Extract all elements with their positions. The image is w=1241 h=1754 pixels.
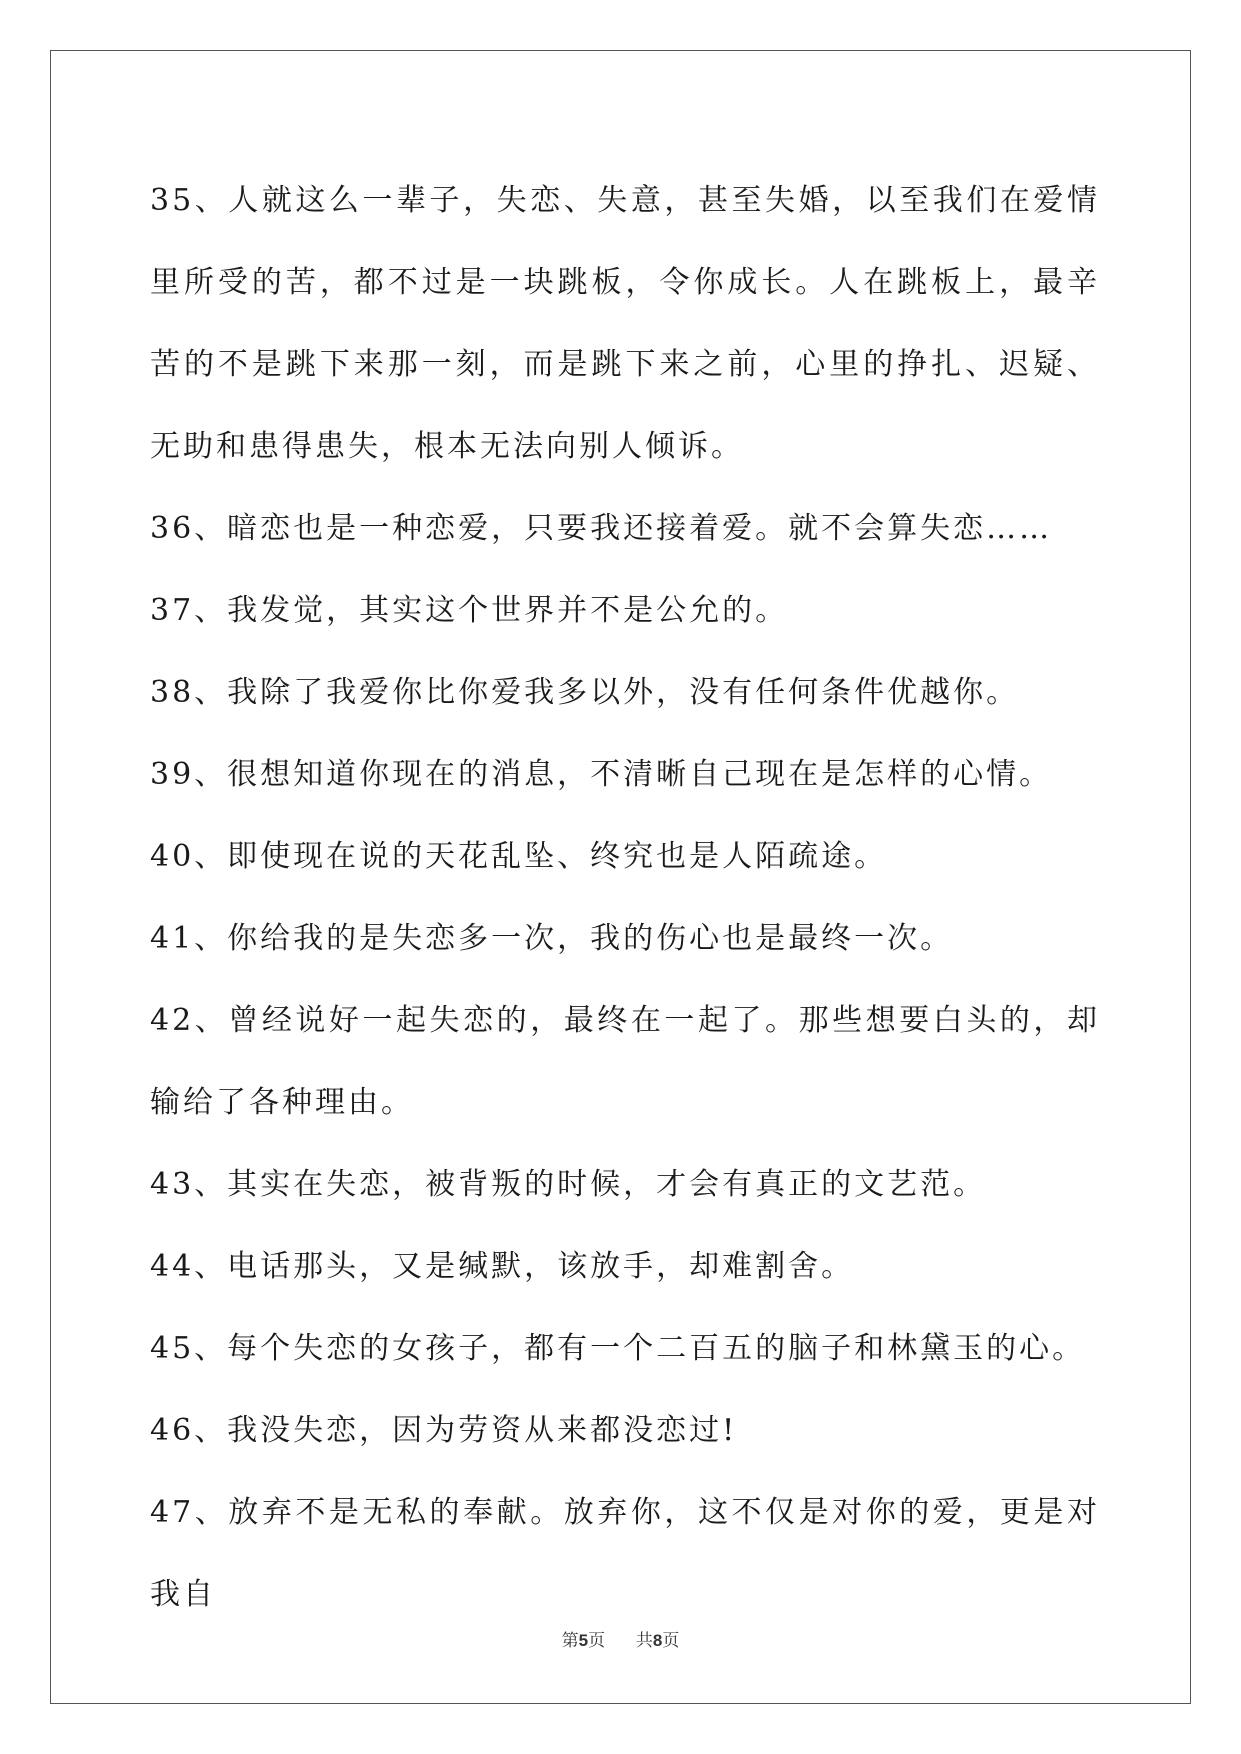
paragraph-36: 36、暗恋也是一种恋爱，只要我还接着爱。就不会算失恋…… [150, 511, 1053, 546]
page-prefix: 第 [561, 1631, 579, 1651]
total-pages-label [636, 1631, 679, 1651]
page-suffix: 页 [588, 1631, 606, 1651]
paragraph-42: 42、曾经说好一起失恋的，最终在一起了。那些想要白头的，却输给了各种理由。 [150, 1003, 1100, 1120]
page-footer [0, 1626, 1241, 1651]
paragraph-37: 37、我发觉，其实这个世界并不是公允的。 [150, 593, 789, 628]
page-number-label [562, 1631, 611, 1651]
paragraph-46: 46、我没失恋，因为劳资从来都没恋过! [150, 1413, 738, 1448]
paragraph-38: 38、我除了我爱你比你爱我多以外，没有任何条件优越你。 [150, 675, 1020, 710]
paragraph-43: 43、其实在失恋，被背叛的时候，才会有真正的文艺范。 [150, 1167, 987, 1202]
paragraph-45: 45、每个失恋的女孩子，都有一个二百五的脑子和林黛玉的心。 [150, 1331, 1086, 1366]
paragraph-39: 39、很想知道你现在的消息，不清晰自己现在是怎样的心情。 [150, 757, 1053, 792]
paragraph-44: 44、电话那头，又是缄默，该放手，却难割舍。 [150, 1249, 855, 1284]
paragraph-41: 41、你给我的是失恋多一次，我的伤心也是最终一次。 [150, 921, 954, 956]
total-pages: 8 [652, 1631, 663, 1650]
total-prefix: 共 [635, 1631, 653, 1651]
paragraph-47: 47、放弃不是无私的奉献。放弃你，这不仅是对你的爱，更是对我自 [150, 1495, 1100, 1612]
paragraph-35: 35、人就这么一辈子，失恋、失意，甚至失婚，以至我们在爱情里所受的苦，都不过是一块跳板，令你成长。人在跳板上，最辛苦的不是跳下来那一刻，而是跳下来之前，心里的挣扎、迟疑、无助和患得患失，根本无法向别人倾诉。 [150, 183, 1100, 464]
document-body [150, 160, 1100, 1636]
page-number: 5 [578, 1631, 589, 1650]
paragraph-40: 40、即使现在说的天花乱坠、终究也是人陌疏途。 [150, 839, 888, 874]
total-suffix: 页 [662, 1631, 680, 1651]
